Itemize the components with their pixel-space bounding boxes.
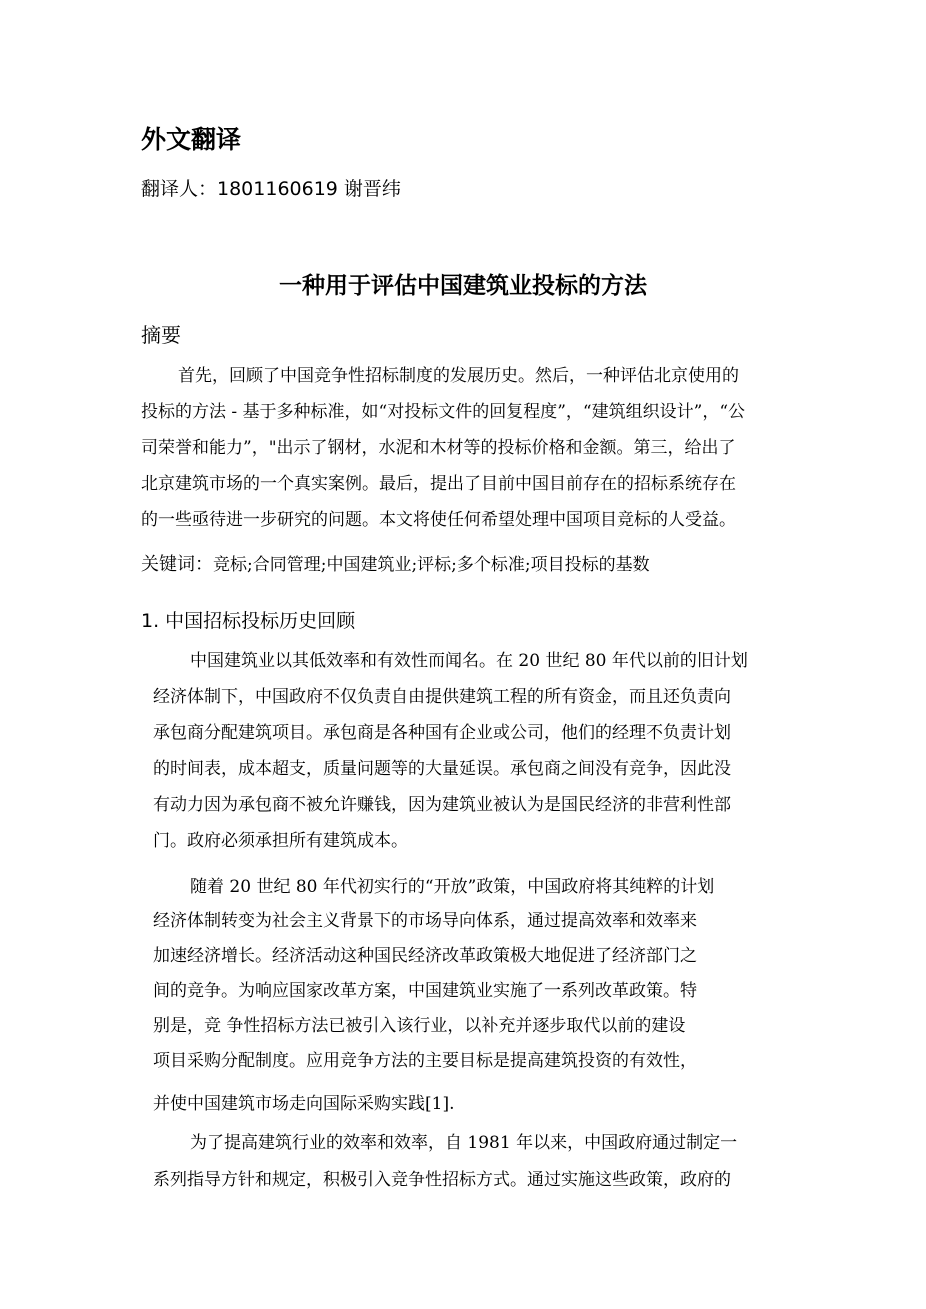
section-heading: 1. 中国招标投标历史回顾	[141, 610, 356, 632]
keywords	[141, 550, 650, 576]
paragraph-line: 别是，竞 争性招标方法已被引入该行业，以补充并逐步取代以前的建设	[153, 1016, 686, 1036]
paragraph-line: 的时间表，成本超支，质量问题等的大量延误。承包商之间没有竞争，因此没	[153, 759, 731, 779]
paragraph-line: 并使中国建筑市场走向国际采购实践[1].	[153, 1094, 455, 1114]
abstract-line: 司荣誉和能力”，"出示了钢材，水泥和木材等的投标价格和金额。第三，给出了	[141, 438, 736, 458]
paragraph-line: 有动力因为承包商不被允许赚钱，因为建筑业被认为是国民经济的非营利性部	[153, 795, 731, 815]
translator-line: 翻译人：1801160619 谢晋纬	[141, 178, 401, 200]
document-heading: 外文翻译	[141, 125, 242, 154]
paragraph-line: 承包商分配建筑项目。承包商是各种国有企业或公司，他们的经理不负责计划	[153, 723, 731, 743]
abstract-line: 投标的方法 - 基于多种标准，如“对投标文件的回复程度”，“建筑组织设计”，“公	[141, 402, 746, 422]
abstract-line: 首先，回顾了中国竞争性招标制度的发展历史。然后，一种评估北京使用的	[178, 366, 739, 386]
paragraph-line: 中国建筑业以其低效率和有效性而闻名。在 20 世纪 80 年代以前的旧计划	[190, 651, 748, 671]
keywords-text: 竞标;合同管理;中国建筑业;评标;多个标准;项目投标的基数	[213, 555, 650, 575]
abstract-line: 北京建筑市场的一个真实案例。最后，提出了目前中国目前存在的招标系统存在	[141, 474, 736, 494]
paragraph-line: 间的竞争。为响应国家改革方案，中国建筑业实施了一系列改革政策。特	[153, 981, 697, 1001]
paragraph-line: 为了提高建筑行业的效率和效率，自 1981 年以来，中国政府通过制定一	[190, 1133, 738, 1153]
paragraph-line: 门。政府必须承担所有建筑成本。	[153, 831, 408, 851]
paragraph-line: 经济体制下，中国政府不仅负责自由提供建筑工程的所有资金，而且还负责向	[153, 687, 731, 707]
paragraph-line: 随着 20 世纪 80 年代初实行的“开放”政策，中国政府将其纯粹的计划	[190, 877, 715, 897]
paragraph-line: 系列指导方针和规定，积极引入竞争性招标方式。通过实施这些政策，政府的	[153, 1170, 731, 1190]
abstract-line: 的一些亟待进一步研究的问题。本文将使任何希望处理中国项目竞标的人受益。	[141, 510, 736, 530]
paragraph-line: 项目采购分配制度。应用竞争方法的主要目标是提高建筑投资的有效性，	[153, 1051, 697, 1071]
paragraph-line: 加速经济增长。经济活动这种国民经济改革政策极大地促进了经济部门之	[153, 946, 697, 966]
abstract-label: 摘要	[141, 323, 181, 347]
paper-title: 一种用于评估中国建筑业投标的方法	[279, 273, 647, 299]
paragraph-line: 经济体制转变为社会主义背景下的市场导向体系，通过提高效率和效率来	[153, 911, 697, 931]
keywords-label: 关键词：	[141, 554, 213, 575]
